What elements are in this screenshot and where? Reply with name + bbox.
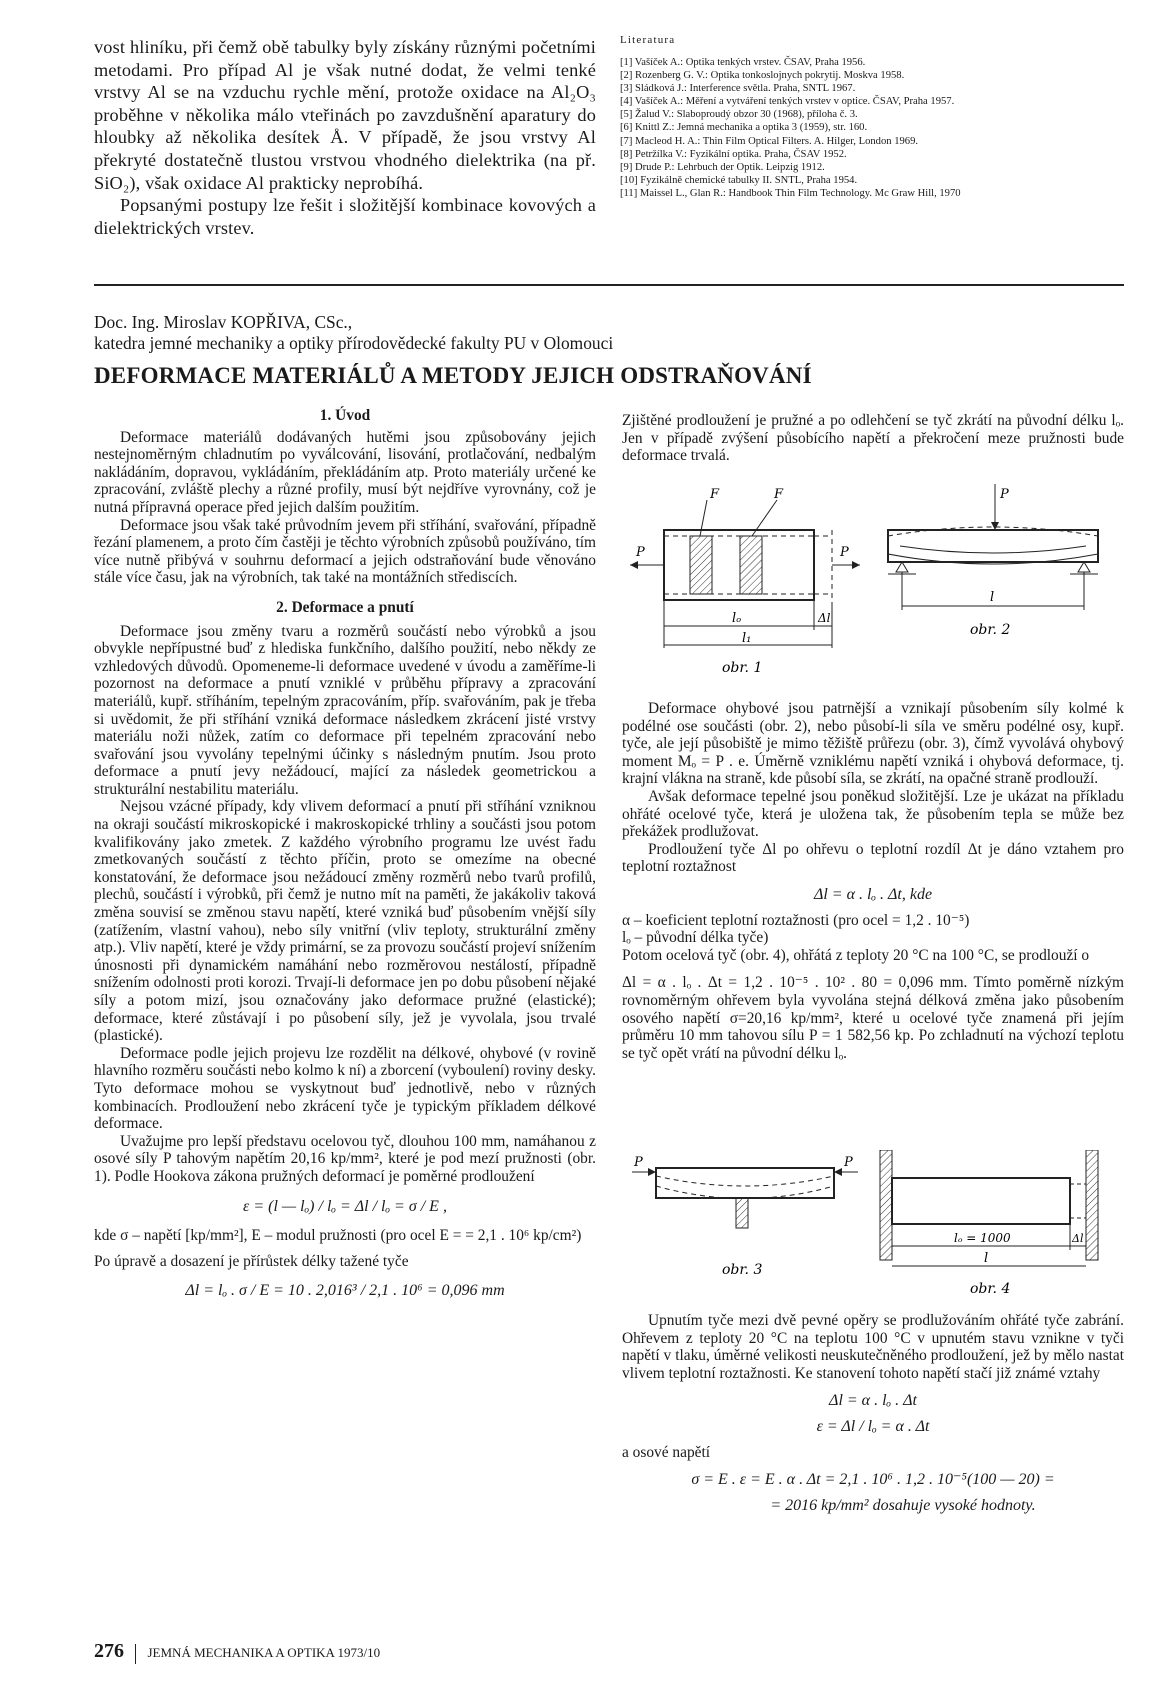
fig3-label-p: P	[844, 1156, 853, 1170]
author-name: Doc. Ing. Miroslav KOPŘIVA, CSc.,	[94, 312, 353, 332]
literature-item: [11] Maissel L., Glan R.: Handbook Thin Film Technology. Mc Graw Hill, 1970	[620, 187, 961, 199]
author-affiliation: katedra jemné mechaniky a optiky přírodovědecké fakulty PU v Olomouci	[94, 333, 614, 353]
fig1-label-f: F	[774, 487, 784, 502]
fig3-hatched-section	[736, 1198, 748, 1228]
paragraph: kde σ – napětí [kp/mm²], E – modul pružnosti (pro ocel E = = 2,1 . 10⁶ kp/cm²)	[94, 1227, 582, 1245]
paragraph: Zjištěné prodloužení je pružné a po odlehčení se tyč zkrátí na původní délku lₒ. Jen v případě zvýšení působícího napětí a překročení meze pružnosti bude deformace trvalá.	[622, 412, 1124, 465]
figure-4-caption: obr. 4	[970, 1281, 1011, 1297]
page-number: 276	[94, 1640, 124, 1662]
paragraph: Deformace podle jejich projevu lze rozdělit na délkové, ohybové (v rovině hlavního rozměru součásti nebo kolmo k ní) a zborcení (vyboulení) roviny desky. Tyto deformace mohou se vyskytnout buď jednotlivě, nebo v různých kombinacích. Prodloužení nebo zkrácení tyče je typickým příkladem délkové deformace.	[94, 1044, 596, 1133]
footer-divider	[135, 1644, 136, 1664]
paragraph: a osové napětí	[622, 1443, 711, 1461]
formula: σ = E . ε = E . α . Δt = 2,1 . 10⁶ . 1,2 . 10⁻⁵(100 — 20) =	[691, 1471, 1055, 1489]
figure-4	[874, 1150, 1114, 1300]
fig4-bar	[892, 1178, 1070, 1224]
fig1-label-l1: l₁	[742, 631, 752, 646]
literature-item: [4] Vašíček A.: Měření a vytváření tenkých vrstev v optice. ČSAV, Praha 1957.	[620, 96, 955, 108]
journal-name: JEMNÁ MECHANIKA A OPTIKA 1973/10	[147, 1645, 381, 1660]
right-column-end	[622, 1312, 1124, 1514]
fig3-label-p: P	[634, 1156, 643, 1170]
fig2-support	[1078, 562, 1090, 572]
paragraph: Po úpravě a dosazení je přírůstek délky tažené tyče	[94, 1252, 409, 1270]
figure-1	[622, 480, 862, 680]
paragraph: Deformace jsou však také průvodním jevem při stříhání, svařování, případně řezání plamenem, a proto čím častěji je těchto výrobních způsobů používáno, tím více nutně přibývá v souhrnu deformací a jejich odstraňování bude věnováno stále více času, jak na výrobních, tak také na montážních střediscích.	[94, 516, 596, 587]
article-title: DEFORMACE MATERIÁLŮ A METODY JEJICH ODSTRAŇOVÁNÍ	[94, 363, 812, 388]
fig1-label-f: F	[710, 487, 720, 502]
fig1-label-dl: Δl	[818, 611, 831, 625]
fig1-label-p: P	[636, 545, 645, 560]
literature-item: [2] Rozenberg G. V.: Optika tonkoslojnych pokrytij. Moskva 1958.	[620, 70, 905, 82]
literature-item: [5] Žalud V.: Slaboproudý obzor 30 (1968), příloha č. 3.	[620, 109, 858, 121]
left-column	[94, 407, 596, 1300]
section-divider	[94, 284, 1124, 286]
fig4-wall	[1086, 1150, 1098, 1260]
fig2-label-p: P	[1000, 487, 1009, 502]
paragraph: Upnutím tyče mezi dvě pevné opěry se prodlužováním ohřáté tyče zabrání. Ohřevem z teploty 20 °C na teplotu 100 °C v upnutém stavu vznikne v tyči napětí v tlaku, úměrné velikosti neuskutečněného prodloužení, jež by mělo nastat vlivem teplotní roztažnosti. Ke stanovení tohoto napětí stačí již známé vztahy	[622, 1312, 1124, 1382]
fig2-support	[896, 562, 908, 572]
formula: ε = (l — lₒ) / lₒ = Δl / lₒ = σ / E ,	[243, 1197, 447, 1215]
definition: lₒ – původní délka tyče)	[622, 929, 769, 947]
paragraph: Avšak deformace tepelné jsou poněkud složitější. Lze je ukázat na příkladu ohřáté ocelové tyče, která je uložena tak, že působením tepla se může bez překážek prodlužovat.	[622, 787, 1124, 841]
fig1-label-l0: lₒ	[732, 611, 742, 626]
fig4-label-dl: Δl	[1072, 1232, 1084, 1245]
figure-2-caption: obr. 2	[970, 622, 1011, 638]
literature-item: [3] Sládková J.: Interference světla. Praha, SNTL 1967.	[620, 83, 856, 95]
literature-heading: Literatura	[620, 34, 676, 46]
formula: Δl = α . lₒ . Δt	[829, 1392, 917, 1410]
formula: Δl = lₒ . σ / E = 10 . 2,016³ / 2,1 . 10⁶ = 0,096 mm	[185, 1282, 505, 1300]
paragraph: Prodloužení tyče Δl po ohřevu o teplotní rozdíl Δt je dáno vztahem pro teplotní roztažnost	[622, 840, 1124, 876]
figure-3-caption: obr. 3	[722, 1262, 763, 1278]
fig4-wall	[880, 1150, 892, 1260]
literature-item: [1] Vašíček A.: Optika tenkých vrstev. ČSAV, Praha 1956.	[620, 57, 866, 68]
continued-paragraph: vost hliníku, při čemž obě tabulky byly získány různými početními metodami. Pro případ Al je však nutné dodat, že velmi tenké vrstvy Al se na vzduchu rychle mění, protože oxidace na Al₂O₃ proběhne v několika málo vteřinách po zavzdušnění aparatury do hloubky až několika desítek Å. V případě, že jsou vrstvy Al překryté dostatečně tlustou vrstvou vhodného dielektrika (na př. SiO₂), však oxidace Al prakticky neprobíhá.	[94, 37, 596, 193]
formula: ε = Δl / lₒ = α . Δt	[816, 1417, 930, 1435]
fig1-hatched-section	[690, 536, 712, 594]
fig3-beam	[656, 1168, 834, 1198]
literature-list	[620, 56, 1120, 200]
paragraph: Deformace ohybové jsou patrnější a vznikají působením síly kolmé k podélné ose součásti (obr. 2), nebo působí-li síla ve směru podélné osy, kupř. tyče, ale její působiště je mimo těžiště průřezu (obr. 3), čímž vyvolává ohybový moment Mₒ = P . e. Úměrně vzniklému napětí vzniká i ohybová deformace, tj. krajní vlákna na straně, kde působí síla, se zkrátí, na opačné straně prodlouží.	[622, 700, 1124, 788]
fig4-label-l: l	[984, 1251, 989, 1266]
fig1-hatched-section	[740, 536, 762, 594]
right-column-body	[622, 700, 1124, 1062]
definition: α – koeficient teplotní roztažnosti (pro ocel = 1,2 . 10⁻⁵)	[622, 911, 970, 929]
right-column-intro	[622, 412, 1124, 465]
continued-paragraph: Popsanými postupy lze řešit i složitější kombinace kovových a dielektrických vrstev.	[94, 195, 596, 238]
author-block	[94, 312, 613, 354]
literature-item: [7] Macleod H. A.: Thin Film Optical Filters. A. Hilger, London 1969.	[620, 135, 919, 147]
fig2-beam	[888, 530, 1098, 562]
figure-2	[880, 484, 1110, 654]
fig4-label-l0: lₒ = 1000	[954, 1231, 1011, 1245]
page-footer	[94, 1640, 380, 1664]
paragraph: Uvažujme pro lepší představu ocelovou tyč, dlouhou 100 mm, namáhanou z osové síly P tahovým napětím 20,16 kp/mm², které je pod mezí pružnosti (obr. 1). Podle Hookova zákona pružných deformací je poměrné prodloužení	[94, 1132, 596, 1185]
fig2-label-l: l	[990, 590, 995, 605]
literature-item: [10] Fyzikálně chemické tabulky II. SNTL, Praha 1954.	[620, 174, 858, 186]
figure-3	[622, 1156, 872, 1286]
paragraph: Deformace materiálů dodávaných hutěmi jsou způsobovány jejich nestejnoměrným chladnutím po vyválcování, lisování, protlačování, nedbalým nakládáním, dopravou, vykládáním, překládáním atp. Proto materiály určené ke zpracování, zvláště plechy a různé profily, musí být nejdříve vyrovnány, což je nutná přípravná operace před jejich dalším použitím.	[94, 428, 596, 516]
section-heading: 1. Úvod	[319, 407, 371, 424]
figure-1-caption: obr. 1	[722, 660, 763, 676]
paragraph: Nejsou vzácné případy, kdy vlivem deformací a pnutí při stříhání vzniknou na okraji součástí mikroskopické i makroskopické trhliny a součásti jsou potom kvalifikovány jako zmetek. Z každého výrobního programu lze uvést řadu zmetkovaných součástí z těchto příčin, proto se omezíme na obecné konstatování, že deformace jsou nežádoucí změny rozměrů nebo tvarů profilů, plechů, součástí i výrobků, při čemž je nutno mít na paměti, že jakákoliv taková změna souvisí se změnou stavu napětí, které vzniká buď působením vnější síly (zatížením, vlastní vahou), nebo síly vnitřní (vliv teploty, strukturální změny atp.). Vliv napětí, které je vždy primární, se za provozu součástí projeví snížením únosnosti při dynamickém namáhání nebo rozměrovou nestálostí, případně snížením odolnosti proti korozi. Trvají-li deformace jen po dobu působení nějaké síly a potom mizí, jsou označovány jako deformace pružné (elastické); deformace, které zůstávají i po působení síly, jež je vyvolala, jsou trvalé (plastické).	[94, 798, 596, 1045]
literature-item: [8] Petržílka V.: Fyzikální optika. Praha, ČSAV 1952.	[620, 148, 847, 160]
paragraph: Δl = α . lₒ . Δt = 1,2 . 10⁻⁵ . 10² . 80 = 0,096 mm. Tímto poměrně nízkým rovnoměrným ohřevem byla vyvolána stejná délková změna jako působením osového napětí σ=20,16 kp/mm², které u ocelové tyče znamená při jejím průměru 10 mm tahovou sílu P = 1 582,56 kp. Po zchladnutí na výchozí teplotu se tyč opět vrátí na původní délku lₒ.	[622, 974, 1124, 1062]
formula: = 2016 kp/mm² dosahuje vysoké hodnoty.	[770, 1496, 1036, 1514]
section-heading: 2. Deformace a pnutí	[276, 598, 414, 616]
fig1-bar	[664, 530, 814, 600]
paragraph: Potom ocelová tyč (obr. 4), ohřátá z teploty 20 °C na 100 °C, se prodlouží o	[622, 946, 1090, 964]
literature-item: [6] Knittl Z.: Jemná mechanika a optika 3 (1959), str. 160.	[620, 122, 868, 134]
fig1-label-p: P	[840, 545, 849, 560]
formula: Δl = α . lₒ . Δt, kde	[813, 885, 933, 903]
continued-text	[94, 36, 596, 239]
literature-item: [9] Drude P.: Lehrbuch der Optik. Leipzig 1912.	[620, 161, 825, 173]
paragraph: Deformace jsou změny tvaru a rozměrů součástí nebo výrobků a jsou obvykle nepřípustné buď z hlediska funkčního, dalšího použití, nebo někdy ze vzhledových důvodů. Opomeneme-li deformace uvedené v úvodu a zaměříme-li pozornost na deformace a pnutí vzniklé v průběhu přípravy a zpracování materiálů, kupř. stříháním, tepelným zpracováním, příp. svařováním, pak je třeba si uvědomit, že při stříhání vzniká deformace následkem zkrácení jisté vrstvy materiálu noži nůžek, zatím co deformace při tepelném zpracování nebo svařování jsou vyvolány tepelnými účinky s následným pnutím. Jsou proto deformace a pnutí jevy nežádoucí, mající za následek geometrickou a strukturální nestabilitu materiálu.	[94, 622, 596, 798]
